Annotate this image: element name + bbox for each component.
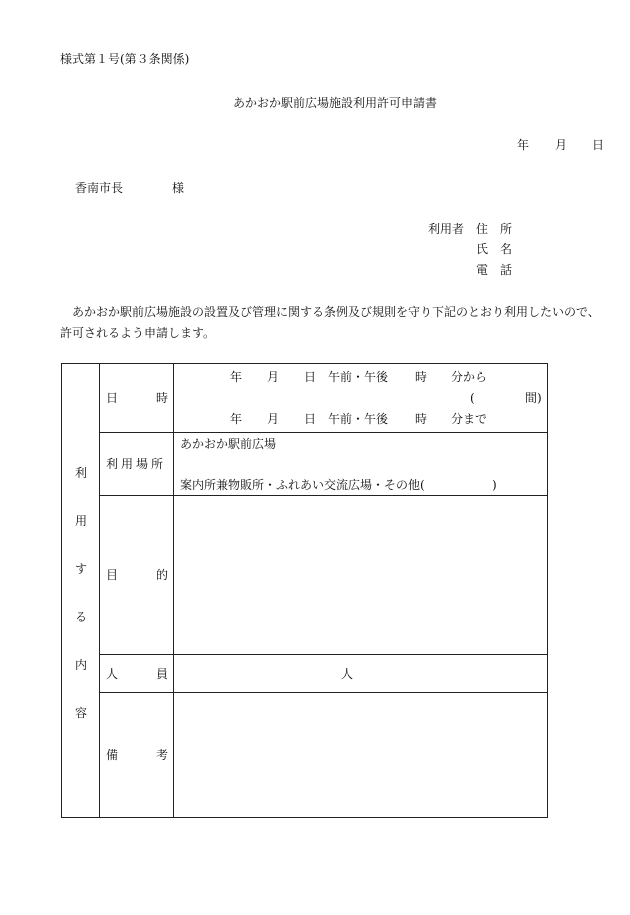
applicant-phone-label: 電 話 [476, 263, 513, 277]
purpose-label-b: 的 [156, 568, 169, 582]
start-month: 月 [267, 370, 280, 384]
purpose-label-a: 目 [106, 568, 119, 582]
side-label-char-5: 内 [75, 658, 88, 672]
page-title: あかおか駅前広場施設利用許可申請書 [233, 96, 438, 110]
form-number: 様式第１号(第３条関係) [60, 52, 190, 66]
body-text-line1: あかおか駅前広場施設の設置及び管理に関する条例及び規則を守り下記のとおり利用したいので、 [72, 305, 600, 319]
applicant-address-label: 住 所 [476, 222, 513, 236]
side-label-char-3: す [75, 562, 88, 576]
side-label-char-1: 利 [75, 466, 88, 480]
date-year: 年 [517, 138, 530, 152]
applicant-label: 利用者 [428, 222, 465, 236]
end-day: 日 [304, 412, 317, 426]
duration-paren-open: ( [470, 391, 475, 405]
date-day: 日 [592, 138, 605, 152]
datetime-label-b: 時 [156, 391, 169, 405]
date-month: 月 [555, 138, 568, 152]
addressee-mayor: 香南市長 [75, 181, 124, 195]
end-ampm: 午前・午後 [328, 412, 389, 426]
body-text-line2: 許可されるよう申請します。 [60, 326, 216, 340]
start-ampm: 午前・午後 [328, 370, 389, 384]
side-label-char-6: 容 [75, 706, 88, 720]
applicant-name-label: 氏 名 [476, 242, 513, 256]
location-label: 利用場所 [106, 457, 167, 471]
start-day: 日 [304, 370, 317, 384]
side-label-char-2: 用 [75, 514, 88, 528]
end-to: 分まで [451, 412, 488, 426]
remarks-label-a: 備 [106, 748, 119, 762]
people-label-a: 人 [106, 667, 119, 681]
end-hour: 時 [415, 412, 428, 426]
location-line2-prefix: 案内所兼物販所・ふれあい交流広場・その他( [180, 478, 425, 492]
people-label-b: 員 [156, 667, 169, 681]
people-unit: 人 [341, 667, 354, 681]
start-from: 分から [451, 370, 488, 384]
end-month: 月 [267, 412, 280, 426]
start-year: 年 [230, 370, 243, 384]
location-line2-suffix: ) [492, 478, 497, 492]
side-label-char-4: る [75, 610, 88, 624]
duration-label: 間) [525, 391, 542, 405]
start-hour: 時 [415, 370, 428, 384]
location-line1: あかおか駅前広場 [180, 437, 277, 451]
datetime-label-a: 日 [106, 391, 119, 405]
remarks-label-b: 考 [156, 748, 169, 762]
addressee-sama: 様 [172, 181, 185, 195]
end-year: 年 [230, 412, 243, 426]
